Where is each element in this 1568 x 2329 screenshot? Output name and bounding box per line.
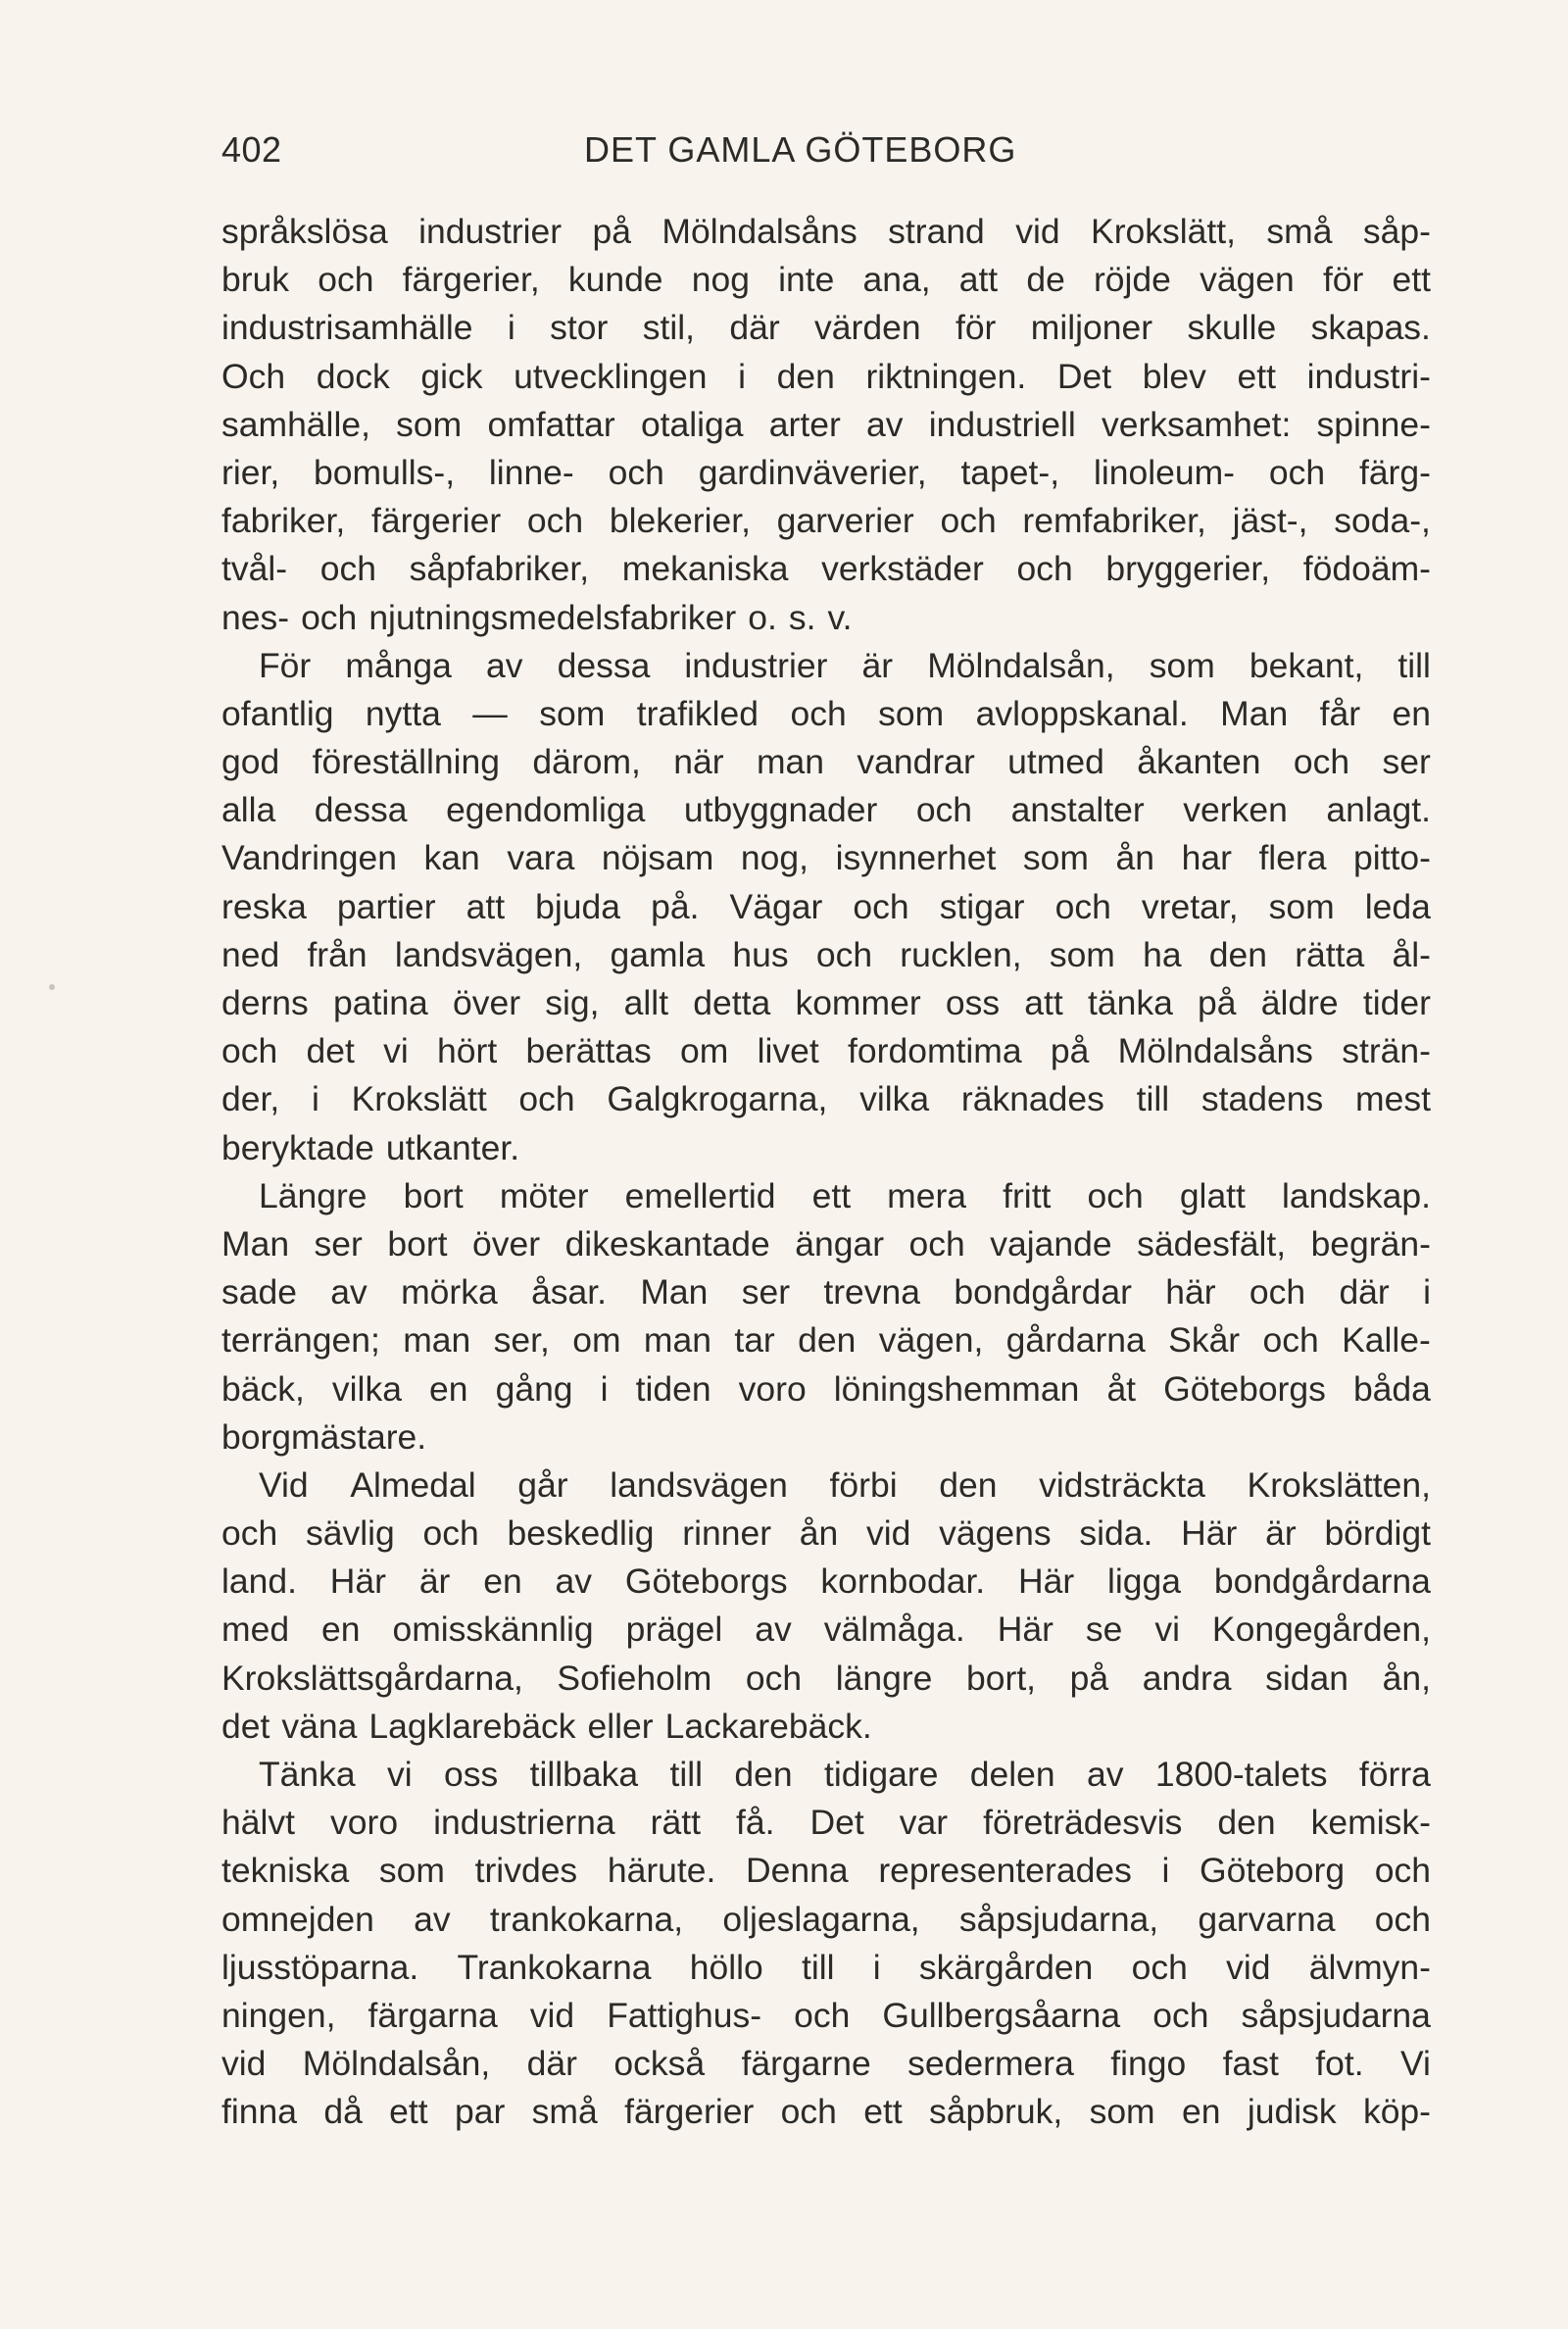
text-line: industrisamhälle i stor stil, där värden för miljoner skulle skapas. (221, 308, 1431, 348)
text-line: sade av mörka åsar. Man ser trevna bondgårdar här och där i (221, 1272, 1431, 1313)
text-line: der, i Krokslätt och Galgkrogarna, vilka räknades till stadens mest (221, 1079, 1431, 1119)
body-text (221, 208, 1431, 2137)
text-line: bäck, vilka en gång i tiden voro löningshemman åt Göteborgs båda (221, 1368, 1431, 1409)
text-line: vid Mölndalsån, där också färgarne sedermera fingo fast fot. Vi (221, 2044, 1431, 2084)
text-line: och det vi hört berättas om livet fordomtima på Mölndalsåns strän- (221, 1031, 1431, 1071)
text-line: Vandringen kan vara nöjsam nog, isynnerhet som ån har flera pitto- (221, 838, 1431, 878)
text-line: fabriker, färgerier och blekerier, garverier och remfabriker, jäst-, soda-, (221, 501, 1431, 541)
text-line: hälvt voro industrierna rätt få. Det var företrädesvis den kemisk- (221, 1803, 1431, 1843)
page-number: 402 (221, 129, 282, 170)
page-header (221, 129, 1431, 184)
text-line: finna då ett par små färgerier och ett såpbruk, som en judisk köp- (221, 2092, 1431, 2132)
text-line: ned från landsvägen, gamla hus och rucklen, som ha den rätta ål- (221, 934, 1431, 974)
text-line: och sävlig och beskedlig rinner ån vid vägens sida. Här är bördigt (221, 1513, 1431, 1554)
text-line: nes- och njutningsmedelsfabriker o. s. v. (221, 597, 853, 637)
text-line: ofantlig nytta — som trafikled och som avloppskanal. Man får en (221, 693, 1431, 733)
text-line: alla dessa egendomliga utbyggnader och anstalter verken anlagt. (221, 790, 1431, 830)
text-line: terrängen; man ser, om man tar den vägen, gårdarna Skår och Kalle- (221, 1320, 1431, 1361)
text-line: reska partier att bjuda på. Vägar och stigar och vretar, som leda (221, 886, 1431, 926)
text-line: samhälle, som omfattar otaliga arter av industriell verksamhet: spinne- (221, 404, 1431, 444)
text-line: bruk och färgerier, kunde nog inte ana, att de röjde vägen för ett (221, 260, 1431, 300)
text-line: det väna Lagklarebäck eller Lackarebäck. (221, 1706, 872, 1746)
text-line: ningen, färgarna vid Fattighus- och Gullbergsåarna och såpsjudarna (221, 1995, 1431, 2035)
text-line: ljusstöparna. Trankokarna höllo till i skärgården och vid älvmyn- (221, 1947, 1431, 1987)
text-line: beryktade utkanter. (221, 1127, 520, 1167)
text-line: med en omisskännlig prägel av välmåga. Här se vi Kongegården, (221, 1610, 1431, 1650)
text-line: derns patina över sig, allt detta kommer oss att tänka på äldre tider (221, 983, 1431, 1022)
text-line: Man ser bort över dikeskantade ängar och vajande sädesfält, begrän- (221, 1223, 1431, 1264)
text-line: borgmästare. (221, 1416, 427, 1457)
text-line: För många av dessa industrier är Mölndalsån, som bekant, till (259, 645, 1431, 685)
text-line: land. Här är en av Göteborgs kornbodar. Här ligga bondgårdarna (221, 1561, 1431, 1602)
text-line: Krokslättsgårdarna, Sofieholm och längre bort, på andra sidan ån, (221, 1658, 1431, 1698)
text-line: god föreställning därom, när man vandrar utmed åkanten och ser (221, 742, 1431, 782)
text-line: språkslösa industrier på Mölndalsåns strand vid Krokslätt, små såp- (221, 212, 1431, 251)
text-line: omnejden av trankokarna, oljeslagarna, såpsjudarna, garvarna och (221, 1899, 1431, 1939)
text-line: tekniska som trivdes härute. Denna representerades i Göteborg och (221, 1851, 1431, 1891)
text-line: Vid Almedal går landsvägen förbi den vidsträckta Krokslätten, (259, 1464, 1431, 1505)
text-line: Tänka vi oss tillbaka till den tidigare delen av 1800-talets förra (259, 1755, 1431, 1794)
text-line: rier, bomulls-, linne- och gardinväverier, tapet-, linoleum- och färg- (221, 452, 1431, 492)
running-title: DET GAMLA GÖTEBORG (584, 129, 1017, 170)
text-line: Längre bort möter emellertid ett mera fritt och glatt landskap. (259, 1175, 1431, 1215)
paper-speck (49, 984, 55, 990)
text-line: Och dock gick utvecklingen i den riktningen. Det blev ett industri- (221, 356, 1431, 396)
text-line: tvål- och såpfabriker, mekaniska verkstäder och bryggerier, födoäm- (221, 549, 1431, 589)
